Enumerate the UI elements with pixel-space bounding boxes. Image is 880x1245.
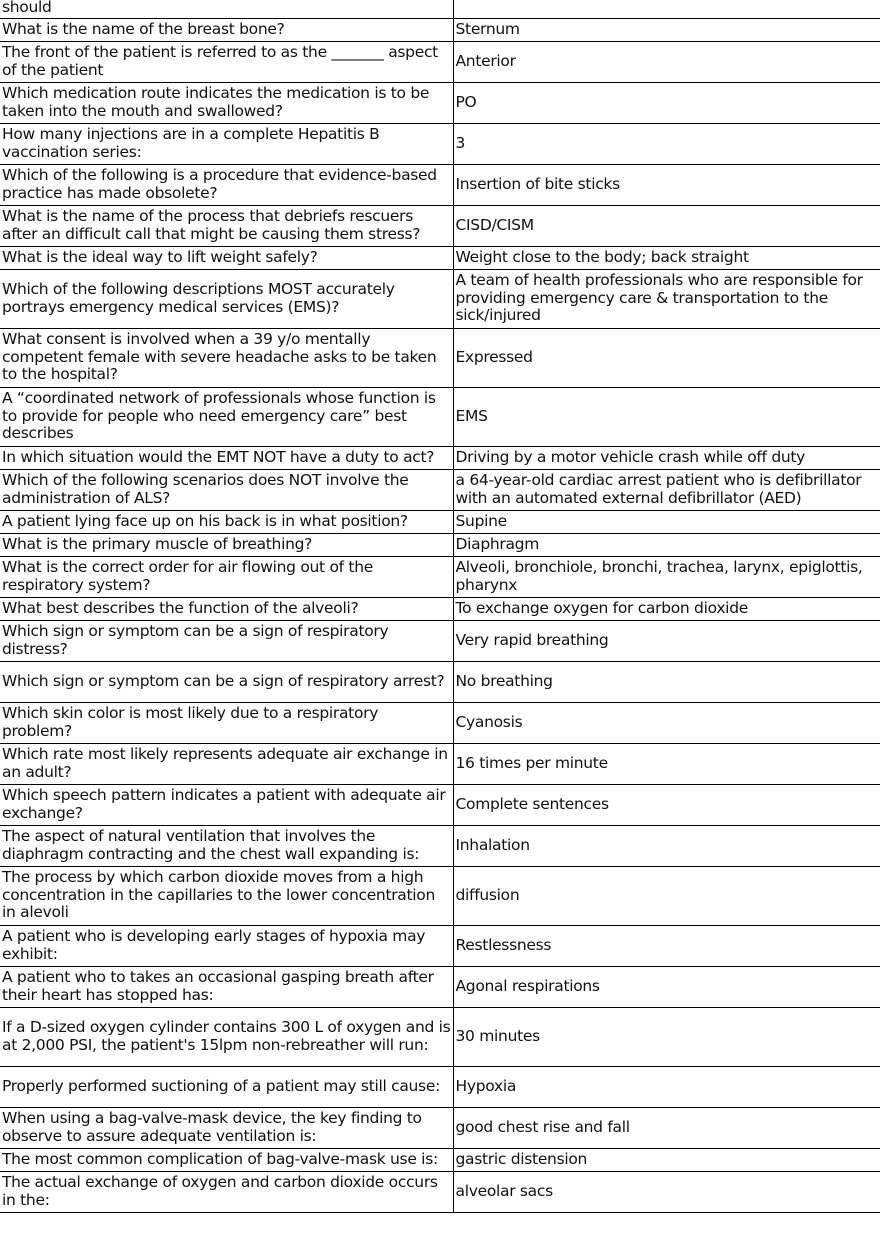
question-cell: A patient lying face up on his back is in what position?: [0, 510, 453, 533]
answer-cell: Weight close to the body; back straight: [453, 246, 880, 269]
table-row: [0, 597, 880, 620]
answer-cell: 3: [453, 123, 880, 164]
answer-cell: good chest rise and fall: [453, 1107, 880, 1148]
question-cell: The front of the patient is referred to as the _______ aspect of the patient: [0, 41, 453, 82]
answer-cell: Diaphragm: [453, 533, 880, 556]
answer-cell: To exchange oxygen for carbon dioxide: [453, 597, 880, 620]
table-row: [0, 866, 880, 925]
answer-cell: [453, 0, 880, 18]
question-cell: If a D-sized oxygen cylinder contains 300 L of oxygen and is at 2,000 PSI, the patient's 15lpm non-rebreather will run:: [0, 1007, 453, 1066]
question-cell: Which rate most likely represents adequate air exchange in an adult?: [0, 743, 453, 784]
answer-cell: Restlessness: [453, 925, 880, 966]
table-row: [0, 825, 880, 866]
question-cell: A “coordinated network of professionals whose function is to provide for people who need emergency care” best describes: [0, 387, 453, 446]
question-cell: Which sign or symptom can be a sign of respiratory distress?: [0, 620, 453, 661]
answer-cell: No breathing: [453, 661, 880, 702]
question-cell: A patient who is developing early stages of hypoxia may exhibit:: [0, 925, 453, 966]
answer-cell: a 64-year-old cardiac arrest patient who is defibrillator with an automated external defibrillator (AED): [453, 469, 880, 510]
question-cell: The most common complication of bag-valve-mask use is:: [0, 1148, 453, 1171]
table-row: [0, 387, 880, 446]
question-cell: Which medication route indicates the medication is to be taken into the mouth and swallowed?: [0, 82, 453, 123]
answer-cell: Agonal respirations: [453, 966, 880, 1007]
table-row: [0, 1107, 880, 1148]
table-row: [0, 661, 880, 702]
table-row: [0, 469, 880, 510]
table-row: [0, 1066, 880, 1107]
table-row: [0, 556, 880, 597]
question-cell: The process by which carbon dioxide moves from a high concentration in the capillaries to the lower concentration in alevoli: [0, 866, 453, 925]
question-cell: Which of the following scenarios does NOT involve the administration of ALS?: [0, 469, 453, 510]
question-cell: Which of the following descriptions MOST accurately portrays emergency medical services (EMS)?: [0, 269, 453, 328]
question-cell: The aspect of natural ventilation that involves the diaphragm contracting and the chest wall expanding is:: [0, 825, 453, 866]
answer-cell: Anterior: [453, 41, 880, 82]
question-cell: What is the ideal way to lift weight safely?: [0, 246, 453, 269]
table-row: [0, 1148, 880, 1171]
answer-cell: Very rapid breathing: [453, 620, 880, 661]
answer-cell: Supine: [453, 510, 880, 533]
table-row: [0, 246, 880, 269]
question-cell: How many injections are in a complete Hepatitis B vaccination series:: [0, 123, 453, 164]
question-cell: What consent is involved when a 39 y/o mentally competent female with severe headache asks to be taken to the hospital?: [0, 328, 453, 387]
table-row: [0, 510, 880, 533]
answer-cell: A team of health professionals who are responsible for providing emergency care & transportation to the sick/injured: [453, 269, 880, 328]
question-cell: Which sign or symptom can be a sign of respiratory arrest?: [0, 661, 453, 702]
table-row: [0, 966, 880, 1007]
question-cell: Properly performed suctioning of a patient may still cause:: [0, 1066, 453, 1107]
table-row: [0, 205, 880, 246]
table-row: [0, 0, 880, 18]
table-row: [0, 784, 880, 825]
answer-cell: Complete sentences: [453, 784, 880, 825]
question-cell: In which situation would the EMT NOT have a duty to act?: [0, 446, 453, 469]
answer-cell: gastric distension: [453, 1148, 880, 1171]
table-row: [0, 1007, 880, 1066]
answer-cell: 30 minutes: [453, 1007, 880, 1066]
answer-cell: 16 times per minute: [453, 743, 880, 784]
table-row: [0, 925, 880, 966]
question-cell: should: [0, 0, 453, 18]
table-row: [0, 620, 880, 661]
table-row: [0, 164, 880, 205]
question-cell: What best describes the function of the alveoli?: [0, 597, 453, 620]
question-cell: When using a bag-valve-mask device, the key finding to observe to assure adequate ventilation is:: [0, 1107, 453, 1148]
question-cell: Which skin color is most likely due to a respiratory problem?: [0, 702, 453, 743]
table-row: [0, 446, 880, 469]
question-cell: A patient who to takes an occasional gasping breath after their heart has stopped has:: [0, 966, 453, 1007]
question-cell: What is the name of the process that debriefs rescuers after an difficult call that might be causing them stress?: [0, 205, 453, 246]
answer-cell: Driving by a motor vehicle crash while off duty: [453, 446, 880, 469]
answer-cell: EMS: [453, 387, 880, 446]
answer-cell: Expressed: [453, 328, 880, 387]
answer-cell: Alveoli, bronchiole, bronchi, trachea, larynx, epiglottis, pharynx: [453, 556, 880, 597]
question-cell: Which of the following is a procedure that evidence-based practice has made obsolete?: [0, 164, 453, 205]
question-cell: What is the primary muscle of breathing?: [0, 533, 453, 556]
table-row: [0, 269, 880, 328]
table-row: [0, 328, 880, 387]
question-cell: Which speech pattern indicates a patient with adequate air exchange?: [0, 784, 453, 825]
answer-cell: alveolar sacs: [453, 1171, 880, 1212]
answer-cell: Insertion of bite sticks: [453, 164, 880, 205]
table-row: [0, 18, 880, 41]
table-row: [0, 702, 880, 743]
question-cell: The actual exchange of oxygen and carbon dioxide occurs in the:: [0, 1171, 453, 1212]
table-row: [0, 41, 880, 82]
answer-cell: Inhalation: [453, 825, 880, 866]
answer-cell: CISD/CISM: [453, 205, 880, 246]
question-cell: What is the correct order for air flowing out of the respiratory system?: [0, 556, 453, 597]
table-row: [0, 533, 880, 556]
answer-cell: Cyanosis: [453, 702, 880, 743]
table-row: [0, 1171, 880, 1212]
table-row: [0, 123, 880, 164]
answer-cell: Sternum: [453, 18, 880, 41]
table-row: [0, 82, 880, 123]
answer-cell: diffusion: [453, 866, 880, 925]
question-cell: What is the name of the breast bone?: [0, 18, 453, 41]
answer-cell: PO: [453, 82, 880, 123]
answer-cell: Hypoxia: [453, 1066, 880, 1107]
table-row: [0, 743, 880, 784]
